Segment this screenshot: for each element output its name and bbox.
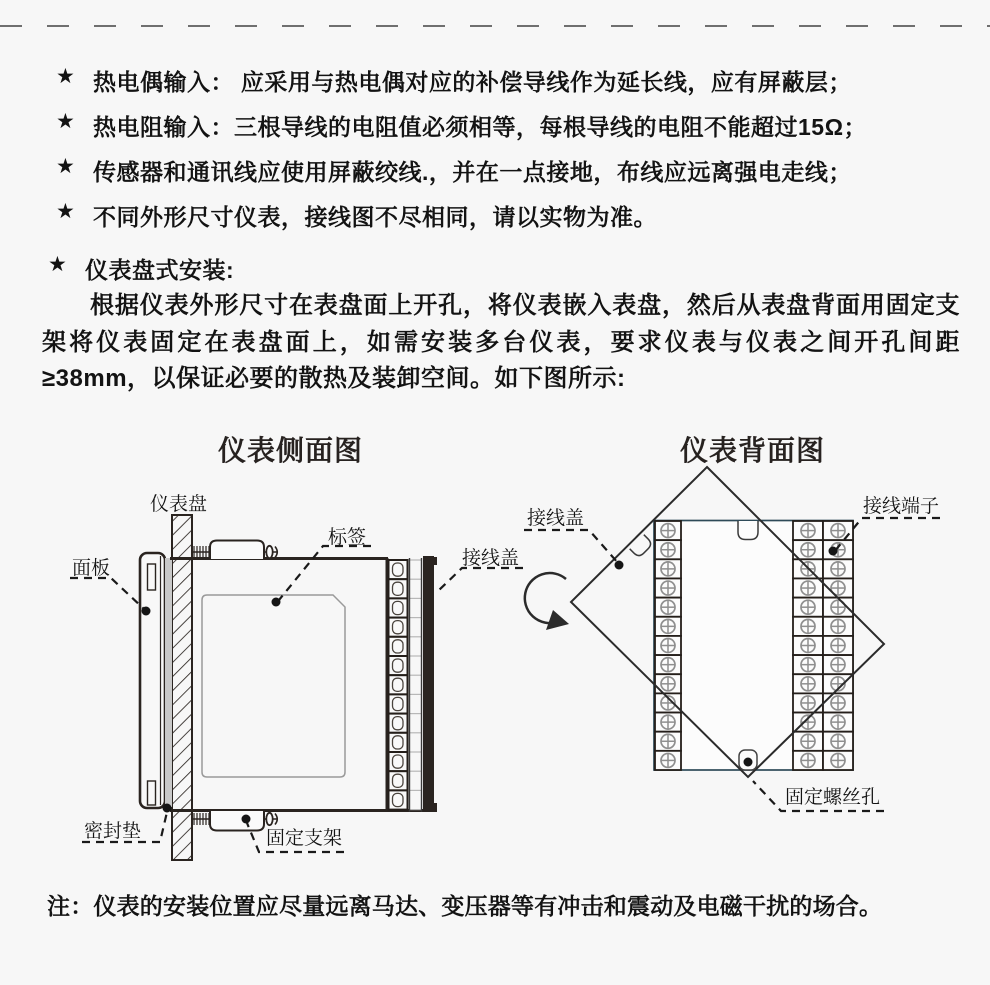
side-label-front-panel: 面板 xyxy=(72,558,111,579)
mounting-bracket-top xyxy=(192,541,277,560)
figure-title-side-view: 仪表侧面图 xyxy=(218,436,364,467)
back-label-terminal-cover: 接线盖 xyxy=(527,508,585,529)
side-label-sticker: 标签 xyxy=(328,527,367,548)
bullet-text: 热电阻输入：三根导线的电阻值必须相等，每根导线的电阻不能超过15Ω； xyxy=(93,114,868,140)
back-label-terminals: 接线端子 xyxy=(863,496,940,517)
side-label-terminal-cover: 接线盖 xyxy=(462,548,520,569)
panel-wall xyxy=(172,515,192,860)
side-view-drawing xyxy=(140,515,437,860)
leader-sticker xyxy=(279,546,371,600)
latch-tab-tilted xyxy=(630,535,653,558)
cover-foot-top xyxy=(424,557,437,565)
rear-connector-block xyxy=(389,558,422,812)
leader-front-panel xyxy=(70,578,144,609)
star-icon: ★ xyxy=(56,110,76,133)
section-heading-text: 仪表盘式安装: xyxy=(85,257,235,283)
bullet-text: 不同外形尺寸仪表，接线图不尽相同，请以实物为准。 xyxy=(93,204,657,230)
installation-paragraph: 根据仪表外形尺寸在表盘面上开孔，将仪表嵌入表盘，然后从表盘背面用固定支架将仪表固定在表盘面上，如需安装多台仪表，要求仪表与仪表之间开孔间距≥38mm，以保证必要的散热及装卸空间。如下图所示: xyxy=(42,292,960,392)
cover-foot-bottom xyxy=(424,803,437,811)
bullet-text: 热电偶输入： 应采用与热电偶对应的补偿导线作为延长线，应有屏蔽层； xyxy=(93,69,852,95)
mounting-bracket-bottom xyxy=(192,811,277,831)
star-icon: ★ xyxy=(56,155,76,178)
front-bezel xyxy=(140,553,165,808)
leader-cover-back xyxy=(524,530,618,563)
latch-tab xyxy=(738,521,758,540)
bullet-text: 传感器和通讯线应使用屏蔽绞线.，并在一点接地，布线应远离强电走线； xyxy=(93,159,852,185)
star-icon: ★ xyxy=(56,200,76,223)
label-sticker-area xyxy=(202,595,345,777)
star-icon: ★ xyxy=(48,253,68,276)
screw-head xyxy=(266,546,272,558)
figure-title-back-view: 仪表背面图 xyxy=(680,436,826,467)
screw-head xyxy=(266,813,272,825)
back-label-screw-hole: 固定螺丝孔 xyxy=(785,787,881,808)
leader-cover-side xyxy=(437,568,523,592)
side-label-panel-board: 仪表盘 xyxy=(150,494,208,515)
side-label-gasket: 密封垫 xyxy=(84,821,142,842)
star-icon: ★ xyxy=(56,65,76,88)
terminal-cover-bar xyxy=(423,556,434,812)
side-label-bracket: 固定支架 xyxy=(266,828,343,849)
gasket xyxy=(165,558,172,807)
bottom-note: 注：仪表的安装位置应尽量远离马达、变压器等有冲击和震动及电磁干扰的场合。 xyxy=(47,893,883,919)
rotation-arrow-icon xyxy=(525,573,569,630)
